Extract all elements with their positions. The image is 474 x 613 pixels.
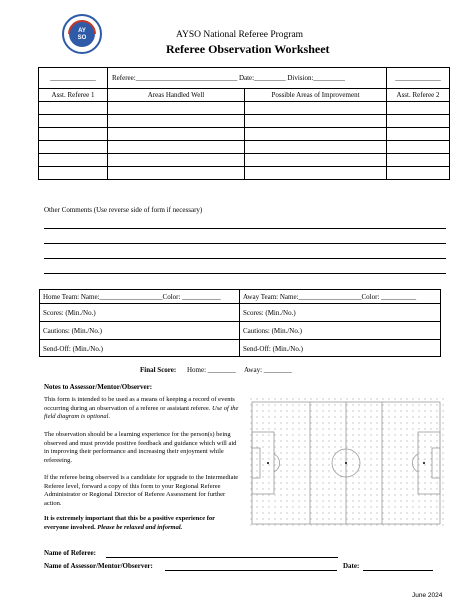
- table-row: [39, 154, 450, 167]
- ar2-blank-cell[interactable]: _____________: [387, 68, 450, 89]
- col-header-ar2: Asst. Referee 2: [387, 89, 450, 102]
- home-cautions-field[interactable]: Cautions: (Min./No.): [43, 327, 102, 335]
- date-label: Date:: [343, 562, 360, 570]
- home-sendoff-field[interactable]: Send-Off: (Min./No.): [43, 345, 103, 353]
- table-row: [39, 115, 450, 128]
- home-team-field[interactable]: Home Team: Name:__________________Color: ___________: [43, 293, 221, 301]
- notes-paragraph-3: If the referee being observed is a candidate for upgrade to the Intermediate Referee level, forward a copy of this form to your Regional Referee Administrator or Regional Director of Referee Assessment for further action.: [44, 474, 239, 507]
- logo-text-2: SO: [77, 35, 87, 41]
- assessor-name-line[interactable]: [165, 570, 337, 571]
- referee-info-cell[interactable]: Referee:_____________________________ Date:_________ Division:_________: [108, 68, 387, 89]
- ar1-blank-cell[interactable]: _____________: [39, 68, 108, 89]
- comments-label: Other Comments (Use reverse side of form if necessary): [44, 206, 203, 214]
- home-scores-field[interactable]: Scores: (Min./No.): [43, 309, 96, 317]
- comment-line[interactable]: [44, 258, 446, 259]
- notes-paragraph-2: The observation should be a learning experience for the person(s) being observed and must provide positive feedback and guidance which will aid in improving their performance and increasing their enjoyment while refereeing.: [44, 431, 237, 464]
- ayso-logo: [62, 14, 102, 54]
- observation-table: [38, 67, 450, 180]
- comment-line[interactable]: [44, 228, 446, 229]
- footer-date: June 2024: [412, 592, 443, 599]
- away-scores-field[interactable]: Scores: (Min./No.): [243, 309, 296, 317]
- col-header-handled-well: Areas Handled Well: [108, 89, 245, 102]
- comment-line[interactable]: [44, 273, 446, 274]
- notes-heading: Notes to Assessor/Mentor/Observer:: [44, 383, 153, 391]
- away-cautions-field[interactable]: Cautions: (Min./No.): [243, 327, 302, 335]
- page-title: Referee Observation Worksheet: [166, 42, 330, 56]
- final-score-label: Final Score:: [140, 366, 177, 374]
- field-diagram[interactable]: [248, 396, 444, 530]
- table-row: [39, 128, 450, 141]
- program-title: AYSO National Referee Program: [176, 30, 304, 40]
- logo-text-1: AY: [78, 28, 86, 34]
- col-header-ar1: Asst. Referee 1: [39, 89, 108, 102]
- away-sendoff-field[interactable]: Send-Off: (Min./No.): [243, 345, 303, 353]
- notes-paragraph-1: This form is intended to be used as a means of keeping a record of events occurring during an observation of a referee or assistant referee. Use of the field diagram is optional.: [44, 396, 239, 420]
- assessor-name-label: Name of Assessor/Mentor/Observer:: [44, 562, 153, 570]
- away-team-field[interactable]: Away Team: Name:__________________Color: __________: [243, 293, 417, 301]
- comment-line[interactable]: [44, 243, 446, 244]
- col-header-improvement: Possible Areas of Improvement: [245, 89, 387, 102]
- table-row: [39, 141, 450, 154]
- referee-name-label: Name of Referee:: [44, 549, 96, 557]
- final-score-away[interactable]: Away: ________: [244, 366, 292, 374]
- notes-paragraph-4: It is extremely important that this be a positive experience for everyone involved. Please be relaxed and informal.: [44, 515, 215, 531]
- date-line[interactable]: [363, 570, 433, 571]
- referee-name-line[interactable]: [106, 557, 338, 558]
- final-score-home[interactable]: Home: ________: [187, 366, 236, 374]
- table-row: [39, 102, 450, 115]
- table-row: [39, 167, 450, 180]
